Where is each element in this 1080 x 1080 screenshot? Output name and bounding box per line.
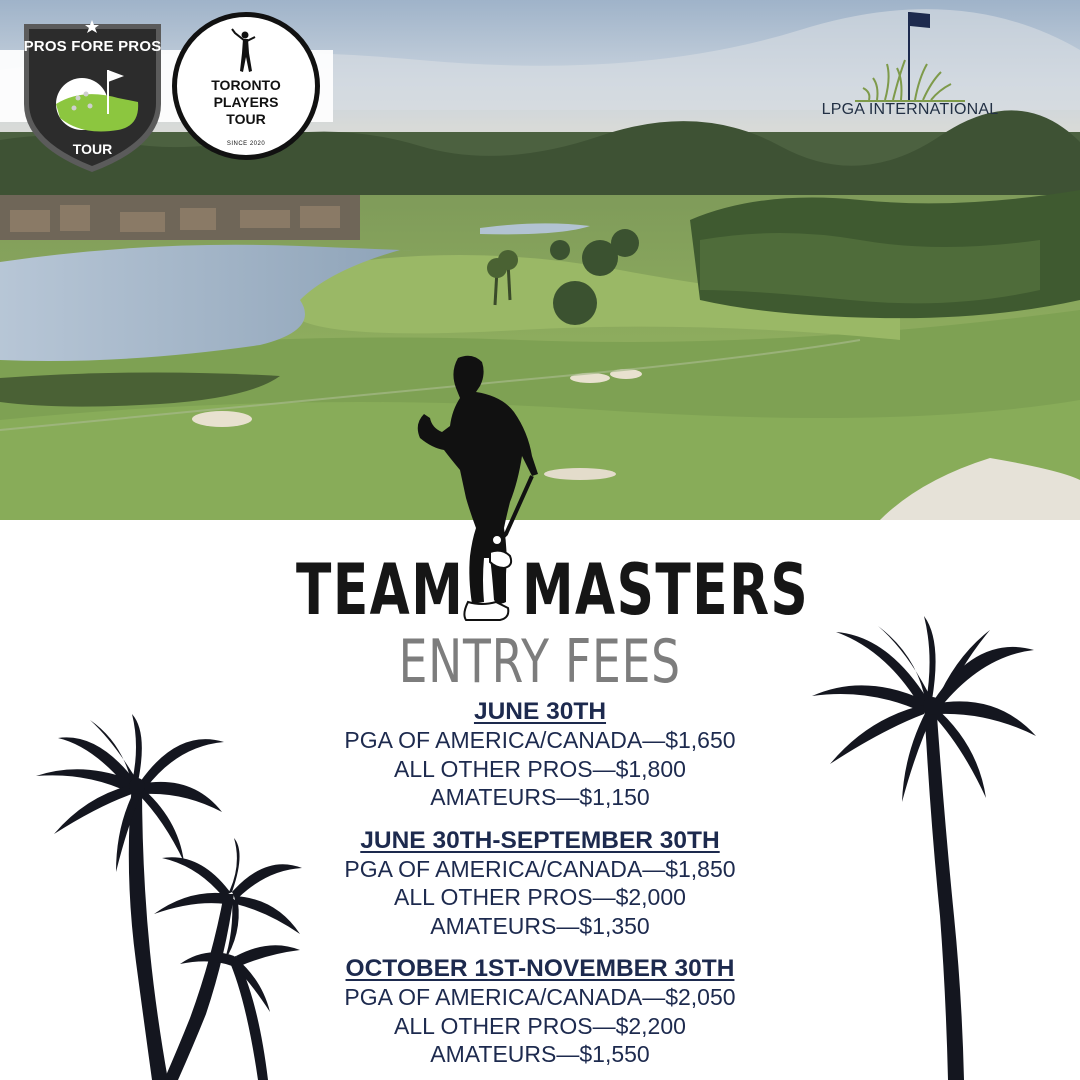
toronto-players-tour-line2: PLAYERS	[213, 94, 279, 110]
fee-section-heading: JUNE 30TH	[473, 698, 607, 725]
fee-line-amateurs: AMATEURS—$1,150	[430, 784, 650, 810]
fee-line-other-pros: ALL OTHER PROS—$2,000	[394, 884, 686, 910]
subtitle-text: ENTRY FEES	[398, 627, 682, 697]
pros-fore-pros-logo	[20, 18, 165, 176]
pros-fore-pros-name: PROS FORE PROS	[23, 38, 162, 55]
title-team: TEAM	[296, 549, 465, 631]
fee-line-other-pros: ALL OTHER PROS—$2,200	[394, 1012, 686, 1039]
fee-line-amateurs: AMATEURS—$1,550	[430, 1041, 650, 1067]
toronto-players-tour-since: SINCE 2020	[226, 141, 266, 147]
fee-line-pga: PGA OF AMERICA/CANADA—$2,050	[344, 984, 736, 1010]
pros-fore-pros-tour: TOUR	[72, 141, 113, 157]
title-masters: MASTERS	[522, 549, 810, 631]
palm-tree-icon	[806, 616, 1041, 1080]
fee-line-pga: PGA OF AMERICA/CANADA—$1,850	[344, 855, 736, 882]
fee-section-october-november	[270, 955, 810, 1069]
fee-section-heading: OCTOBER 1ST-NOVEMBER 30TH	[345, 955, 735, 982]
fee-schedule	[270, 698, 810, 1069]
toronto-players-tour-line1: TORONTO	[211, 77, 281, 93]
fee-section-june-september	[270, 827, 810, 941]
fee-line-amateurs: AMATEURS—$1,350	[430, 912, 650, 939]
fee-line-pga: PGA OF AMERICA/CANADA—$1,650	[344, 727, 736, 753]
golfer-swing-icon	[231, 27, 261, 77]
flag-grass-icon	[815, 8, 1005, 103]
lpga-international-name: LPGA INTERNATIONAL	[821, 101, 999, 118]
fee-section-june-30	[270, 698, 810, 812]
lpga-international-logo	[815, 8, 1005, 130]
toronto-players-tour-line3: TOUR	[226, 111, 266, 127]
toronto-players-tour-logo	[172, 12, 320, 160]
palm-tree-icon	[150, 838, 310, 1080]
fee-section-heading: JUNE 30TH-SEPTEMBER 30TH	[360, 826, 720, 854]
fee-line-other-pros: ALL OTHER PROS—$1,800	[394, 755, 686, 782]
